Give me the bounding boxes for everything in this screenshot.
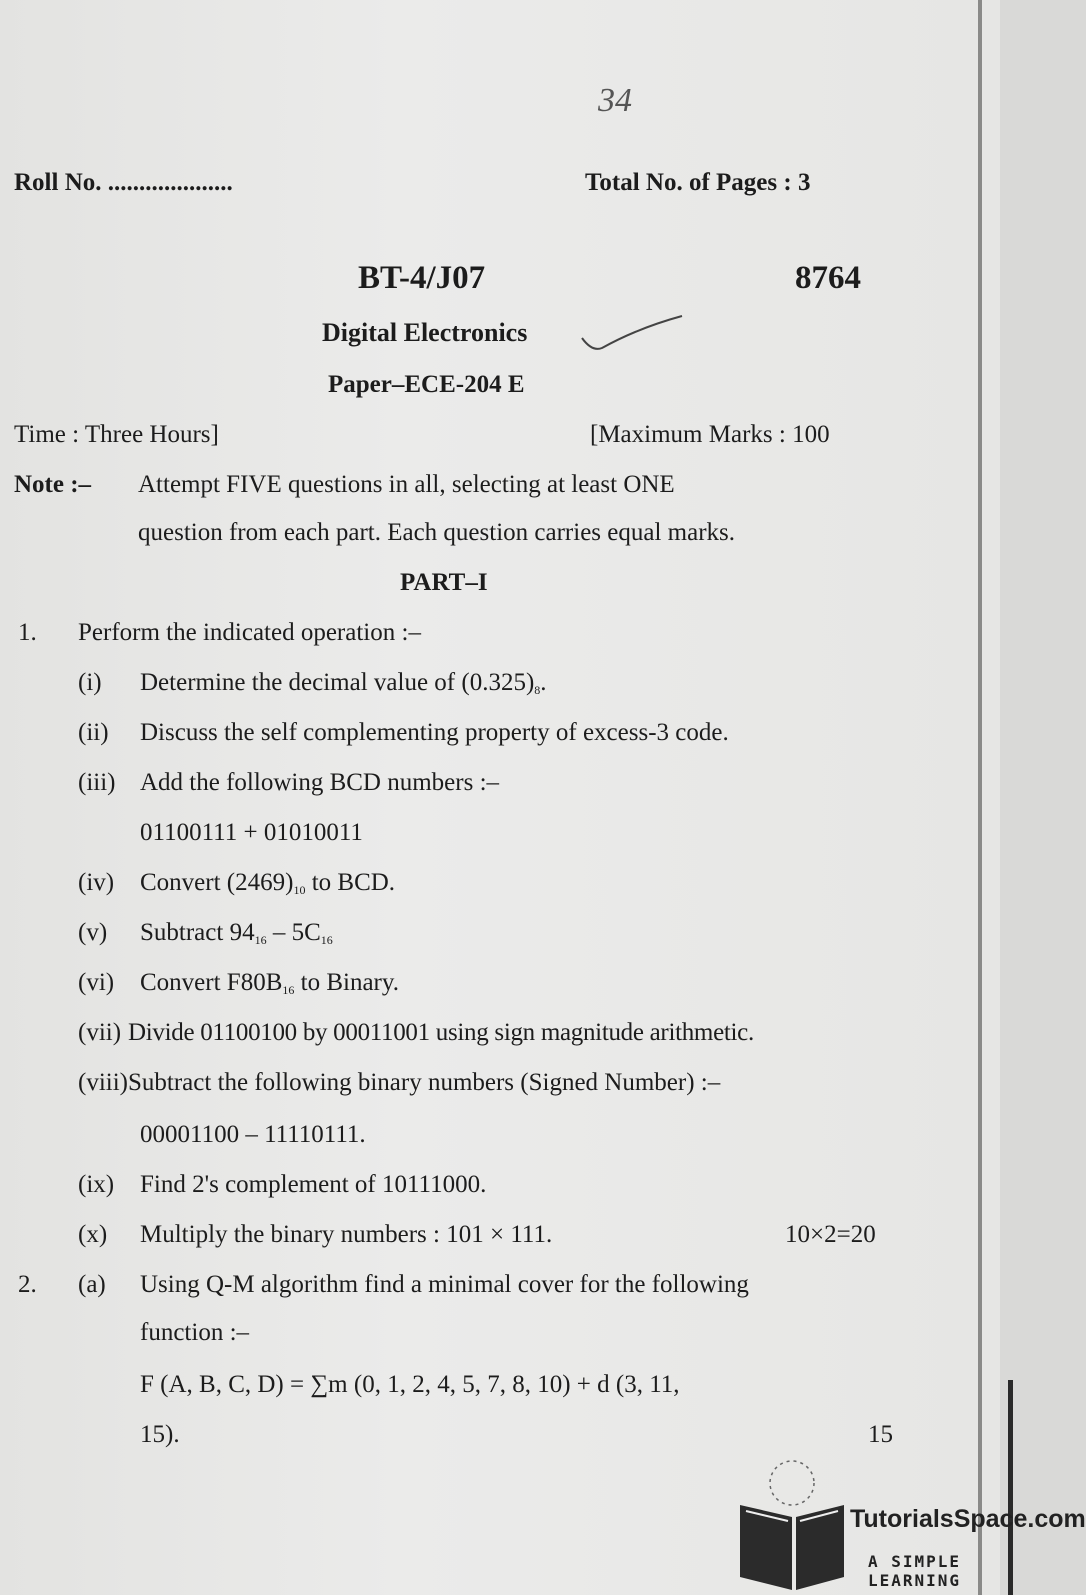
tick-mark-icon <box>578 308 688 358</box>
q1-item-vii-number: (vii) <box>78 1019 122 1046</box>
q1-item-v-number: (v) <box>78 919 108 946</box>
q2-part-a-line-2: function :– <box>140 1319 250 1346</box>
q2-function: F (A, B, C, D) = ∑m (0, 1, 2, 4, 5, 7, 8, 10) + d (3, 11, <box>140 1371 680 1398</box>
q1-item-x: Multiply the binary numbers : 101 × 111. <box>140 1221 553 1248</box>
q2-marks: 15 <box>868 1421 893 1448</box>
paper-code: BT-4/J07 <box>358 260 486 296</box>
question-1-text: Perform the indicated operation :– <box>78 619 421 646</box>
q1-item-iv: Convert $(2469)_{10}$ to BCD. <box>140 869 396 897</box>
page-edge <box>978 0 982 1595</box>
note-line-1: Attempt FIVE questions in all, selecting at least ONE <box>138 471 675 498</box>
q2-part-a-line-1: Using Q-M algorithm find a minimal cover for the following <box>140 1271 749 1298</box>
note-label: Note :– <box>14 471 92 498</box>
total-pages: Total No. of Pages : 3 <box>585 169 811 196</box>
q1-item-vii: Divide 01100100 by 00011001 using sign magnitude arithmetic. <box>128 1019 754 1046</box>
q1-item-viii-value: 00001100 – 11110111. <box>140 1121 366 1148</box>
handwritten-page-mark: 34 <box>598 82 632 119</box>
logo-tagline: A SIMPLE LEARNING <box>868 1552 962 1590</box>
q1-item-ix: Find 2's complement of 10111000. <box>140 1171 487 1198</box>
subject-title: Digital Electronics <box>322 318 528 347</box>
q1-item-i-number: (i) <box>78 669 102 696</box>
logo-name: TutorialsSpace.com <box>850 1505 1086 1533</box>
exam-time: Time : Three Hours] <box>14 421 219 448</box>
note-line-2: question from each part. Each question carries equal marks. <box>138 519 735 546</box>
q1-item-iv-number: (iv) <box>78 869 115 896</box>
question-1-number: 1. <box>18 619 37 646</box>
q1-item-iii-number: (iii) <box>78 769 116 796</box>
q1-item-iii-value: 01100111 + 01010011 <box>140 819 363 846</box>
q2-part-a-number: (a) <box>78 1271 106 1298</box>
q1-item-ix-number: (ix) <box>78 1171 115 1198</box>
q1-item-vi: Convert $F80B_{16}$ to Binary. <box>140 969 399 997</box>
q1-item-vi-number: (vi) <box>78 969 115 996</box>
q1-item-viii-number: (viii) <box>78 1069 128 1096</box>
q1-item-v: Subtract $94_{16} - 5C_{16}$ <box>140 919 333 947</box>
roll-number: Roll No. .................... <box>14 169 233 196</box>
q1-item-ii: Discuss the self complementing property of excess-3 code. <box>140 719 729 746</box>
q1-item-x-number: (x) <box>78 1221 108 1248</box>
q1-marks: 10×2=20 <box>785 1221 876 1248</box>
q1-item-viii: Subtract the following binary numbers (Signed Number) :– <box>128 1069 721 1096</box>
q1-item-ii-number: (ii) <box>78 719 109 746</box>
q2-function-end: 15). <box>140 1421 180 1448</box>
part-heading: PART–I <box>400 569 488 596</box>
q1-item-i: Determine the decimal value of $(0.325)_8$. <box>140 669 547 697</box>
q1-item-iii: Add the following BCD numbers :– <box>140 769 500 796</box>
paper-title: Paper–ECE-204 E <box>328 371 525 398</box>
question-2-number: 2. <box>18 1271 37 1298</box>
paper-number: 8764 <box>795 260 861 296</box>
maximum-marks: [Maximum Marks : 100 <box>590 421 830 448</box>
